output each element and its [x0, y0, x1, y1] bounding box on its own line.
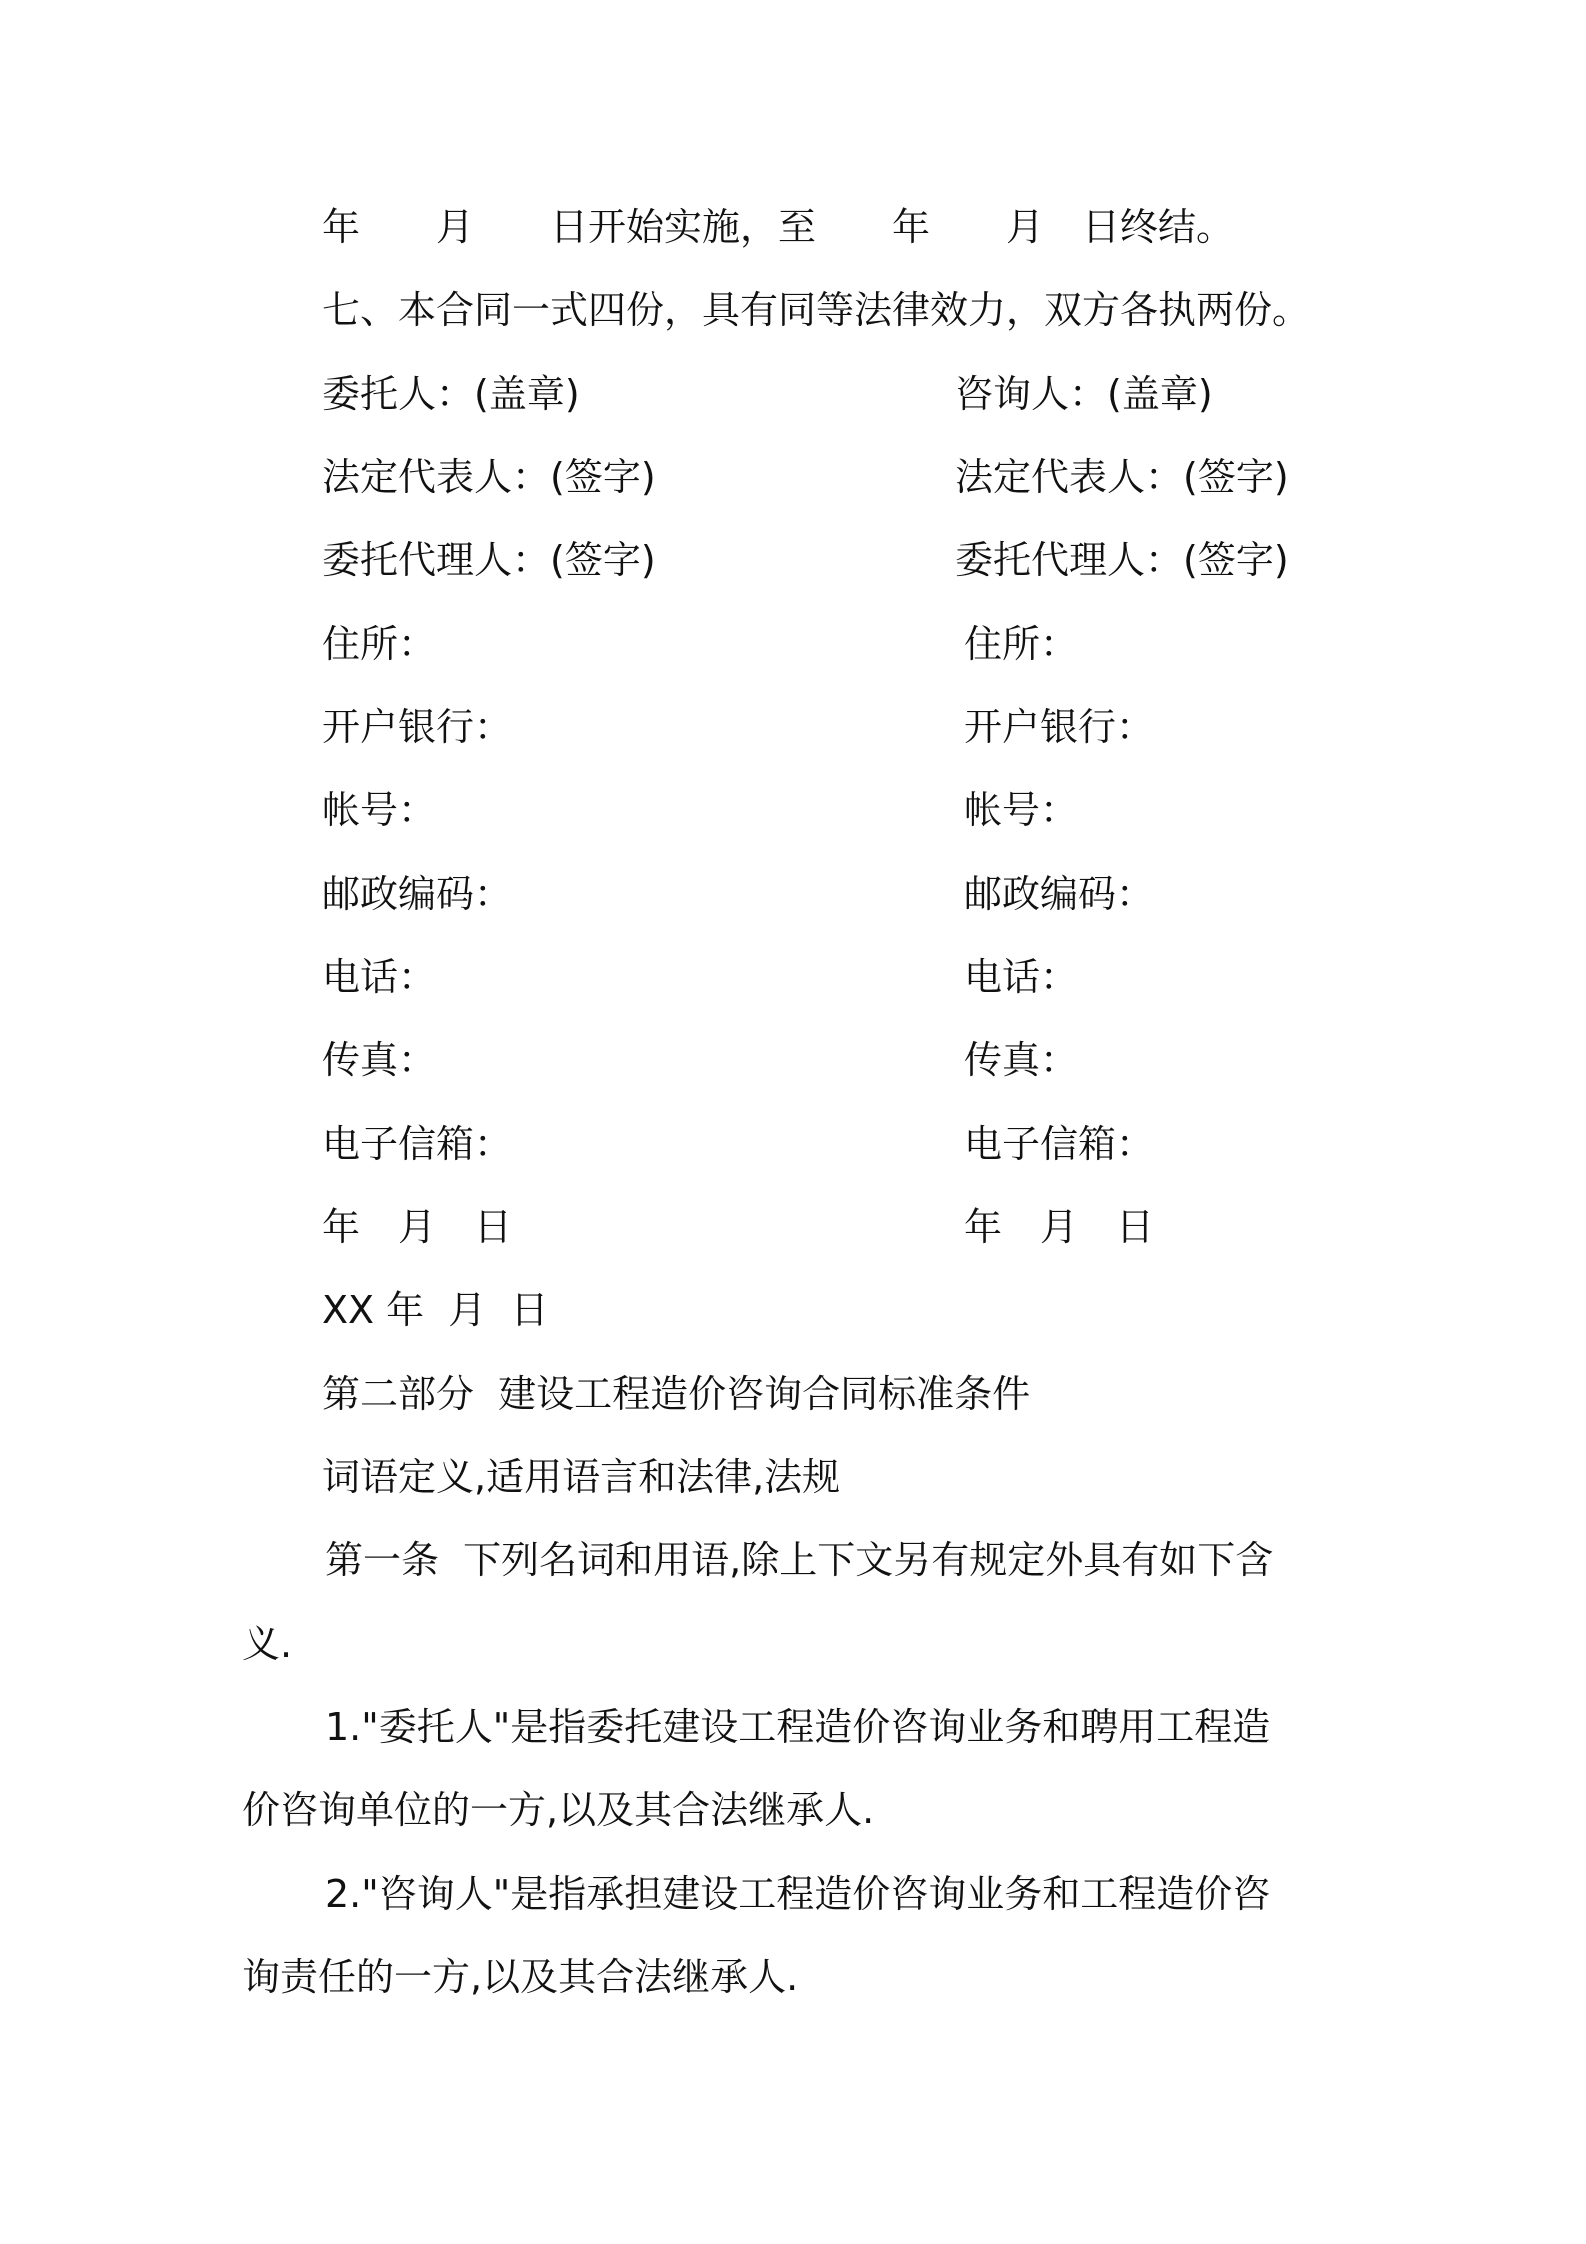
item-two-line-2: 询责任的一方,以及其合法继承人. — [242, 1955, 799, 1999]
item-one-line-2: 价咨询单位的一方,以及其合法继承人. — [242, 1788, 875, 1832]
consultant-address-label: 住所： — [964, 622, 1079, 666]
xx-date-line: XX 年 月 日 — [322, 1288, 549, 1332]
consultant-email-label: 电子信箱： — [964, 1122, 1155, 1166]
client-date-label: 年 月 日 — [322, 1205, 513, 1249]
client-fax-label: 传真： — [322, 1038, 437, 1082]
consultant-agent-label: 委托代理人：(签字) — [955, 538, 1289, 582]
item-two-line-1: 2."咨询人"是指承担建设工程造价咨询业务和工程造价咨 — [325, 1872, 1271, 1916]
client-bank-label: 开户银行： — [322, 705, 513, 749]
date-range-line: 年 月 日开始实施，至 年 月 日终结。 — [322, 205, 1235, 249]
consultant-bank-label: 开户银行： — [964, 705, 1155, 749]
article-one-line-1: 第一条 下列名词和用语,除上下文另有规定外具有如下含 — [325, 1538, 1274, 1582]
consultant-fax-label: 传真： — [964, 1038, 1079, 1082]
client-email-label: 电子信箱： — [322, 1122, 513, 1166]
consultant-seal-label: 咨询人：(盖章) — [955, 372, 1213, 416]
client-address-label: 住所： — [322, 622, 437, 666]
client-phone-label: 电话： — [322, 955, 437, 999]
part-two-title: 第二部分 建设工程造价咨询合同标准条件 — [322, 1372, 1031, 1416]
article-one-line-2: 义. — [242, 1622, 293, 1666]
consultant-phone-label: 电话： — [964, 955, 1079, 999]
consultant-legal-rep-label: 法定代表人：(签字) — [955, 455, 1289, 499]
client-postcode-label: 邮政编码： — [322, 872, 513, 916]
section-title: 词语定义,适用语言和法律,法规 — [322, 1455, 841, 1499]
consultant-date-label: 年 月 日 — [964, 1205, 1155, 1249]
item-one-line-1: 1."委托人"是指委托建设工程造价咨询业务和聘用工程造 — [325, 1705, 1271, 1749]
client-legal-rep-label: 法定代表人：(签字) — [322, 455, 656, 499]
client-seal-label: 委托人：(盖章) — [322, 372, 580, 416]
clause-seven: 七、本合同一式四份，具有同等法律效力，双方各执两份。 — [322, 288, 1311, 332]
client-account-label: 帐号： — [322, 788, 437, 832]
consultant-account-label: 帐号： — [964, 788, 1079, 832]
client-agent-label: 委托代理人：(签字) — [322, 538, 656, 582]
consultant-postcode-label: 邮政编码： — [964, 872, 1155, 916]
